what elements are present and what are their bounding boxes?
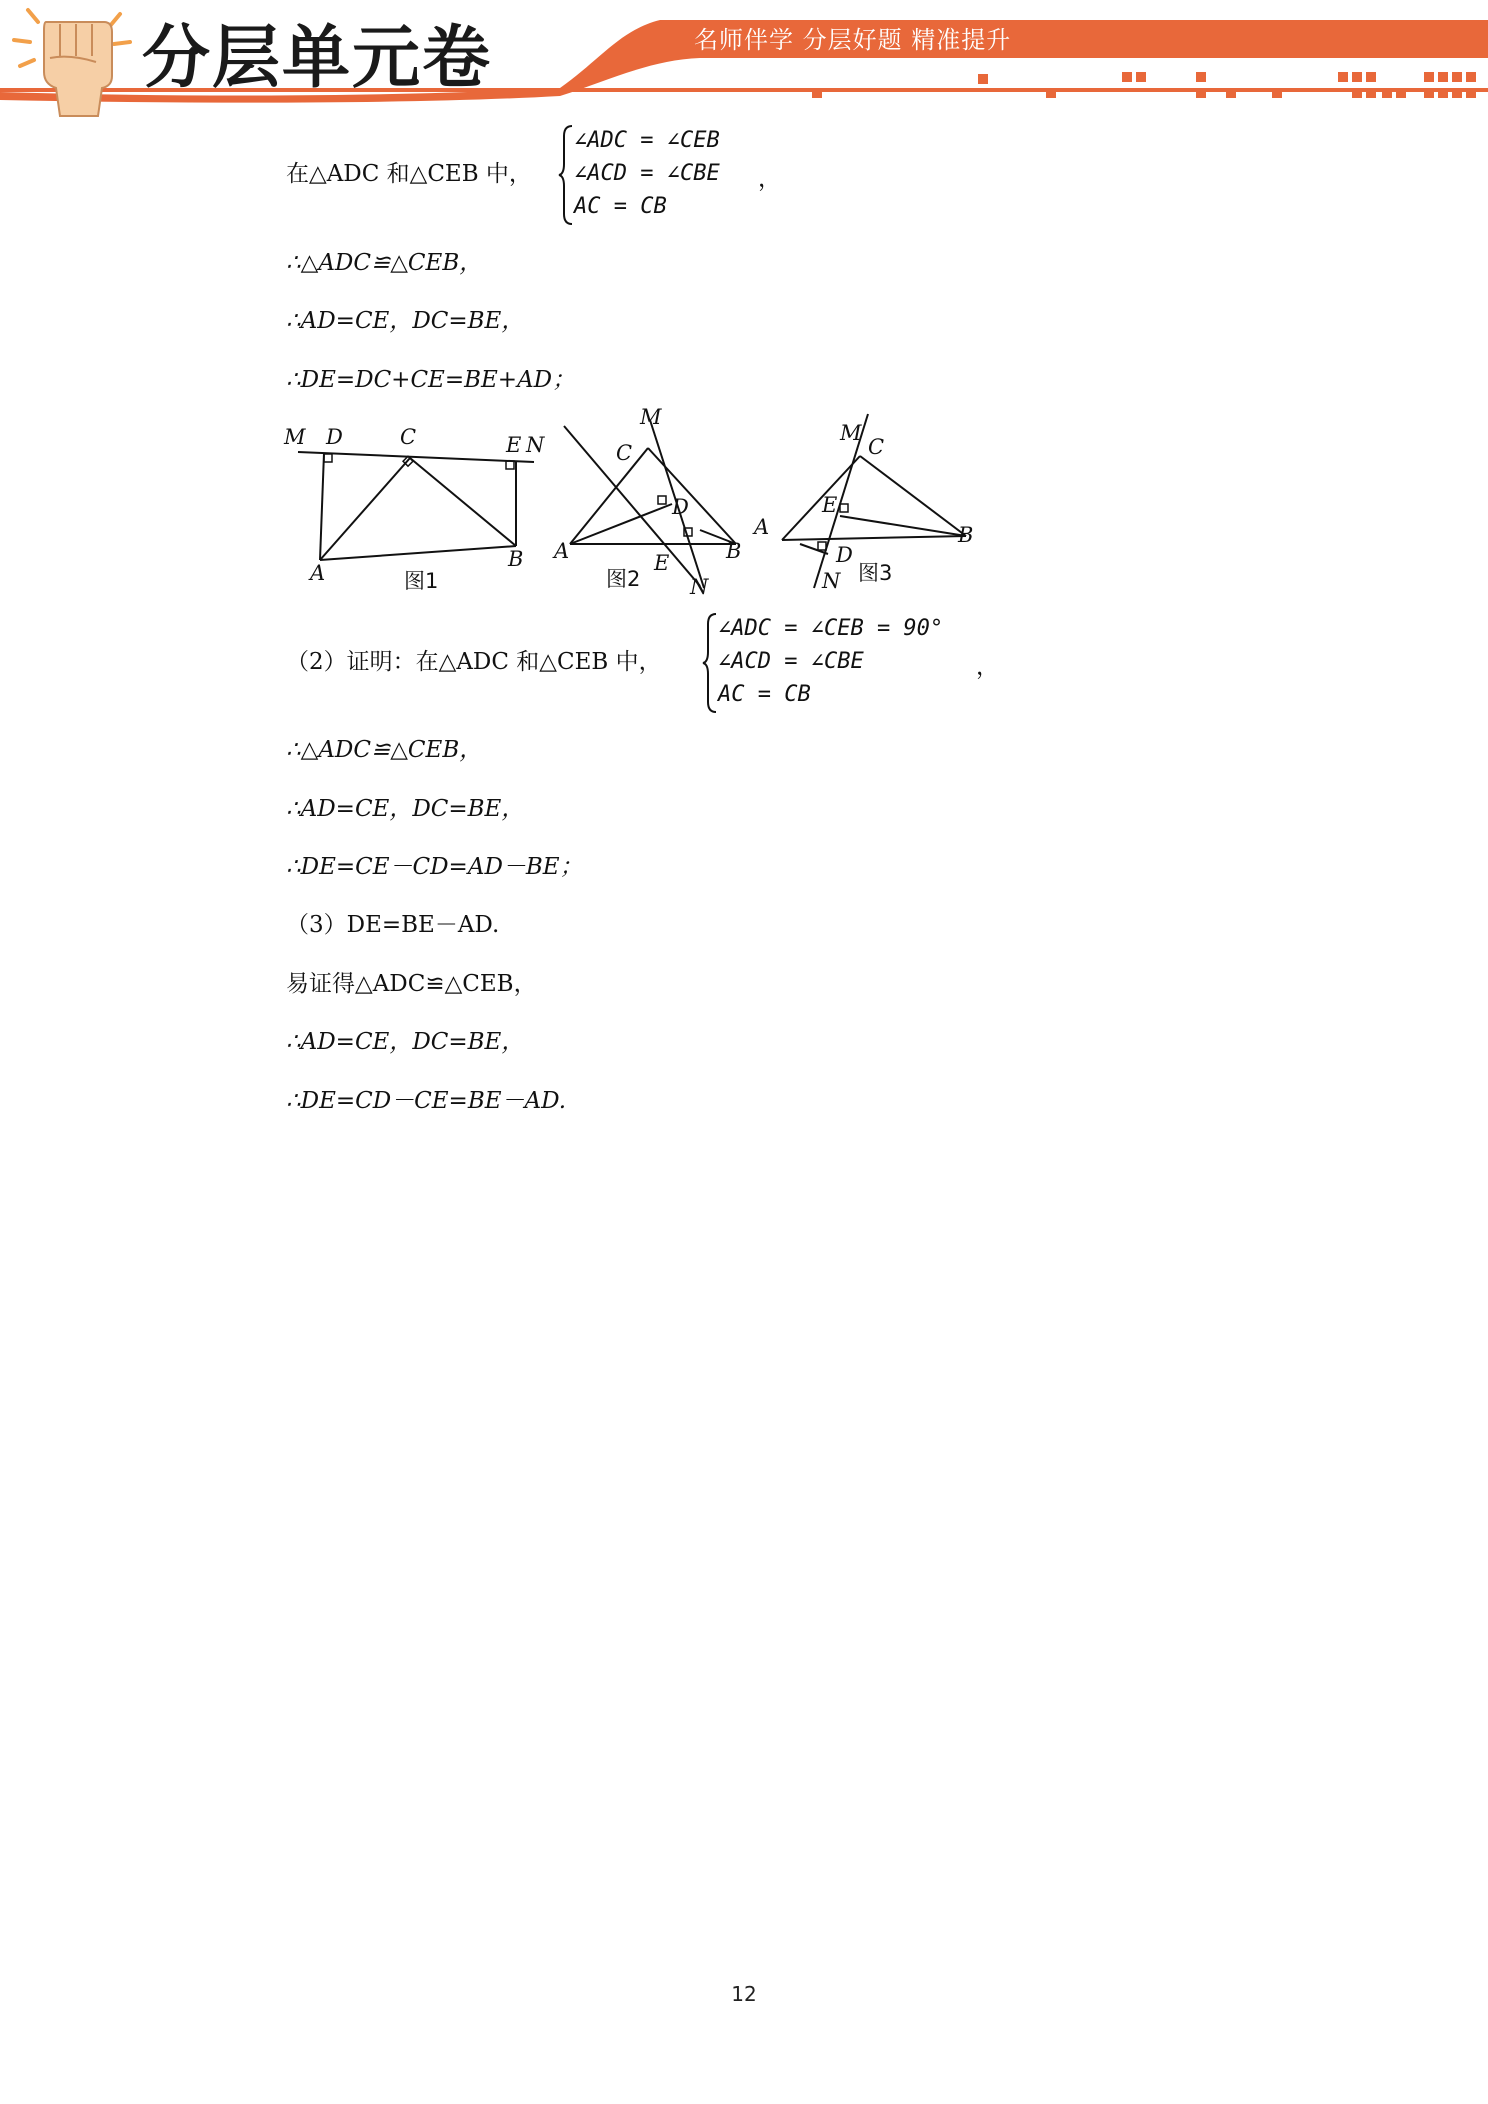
geometry-figures bbox=[280, 404, 1000, 604]
fig2-label-C: C bbox=[616, 441, 633, 465]
part1-line-1: ∴△ADC≌△CEB， bbox=[286, 250, 483, 276]
fig2-caption: 图2 bbox=[606, 567, 641, 591]
fig1-label-D: D bbox=[326, 425, 343, 449]
page-number: 12 bbox=[731, 1982, 757, 2006]
part1-line-2: ∴AD=CE，DC=BE， bbox=[286, 308, 525, 334]
part1-intro: 在△ADC 和△CEB 中， bbox=[286, 161, 532, 187]
fig2-label-B: B bbox=[726, 539, 742, 563]
figure-2 bbox=[552, 405, 741, 599]
fig3-label-M: M bbox=[840, 421, 862, 445]
part1-equation-2: ∠ACD = ∠CBE bbox=[574, 161, 720, 186]
part1-equation-system bbox=[558, 124, 878, 226]
fig1-caption: 图1 bbox=[404, 569, 439, 593]
fig3-label-D: D bbox=[836, 543, 853, 567]
fig3-label-A: A bbox=[754, 515, 770, 539]
part3-line-4: ∴DE=CD－CE=BE－AD. bbox=[286, 1088, 567, 1114]
header-slogan: 名师伴学 分层好题 精准提升 bbox=[694, 26, 1012, 54]
part2-line-3: ∴DE=CE－CD=AD－BE； bbox=[286, 854, 583, 880]
part3-line-1: （3）DE=BE－AD. bbox=[286, 912, 500, 938]
fig3-caption: 图3 bbox=[858, 561, 893, 585]
part2-line-2: ∴AD=CE，DC=BE， bbox=[286, 796, 525, 822]
part1-system-comma: ， bbox=[758, 166, 781, 192]
fig1-label-C: C bbox=[400, 425, 417, 449]
fig3-label-B: B bbox=[958, 523, 974, 547]
figures-area bbox=[280, 404, 1000, 608]
page-header bbox=[0, 0, 1488, 120]
part2-equation-system bbox=[702, 612, 1062, 714]
fig3-label-C: C bbox=[868, 435, 885, 459]
brand-title: 分层单元卷 bbox=[142, 19, 493, 98]
fig1-label-N: N bbox=[526, 433, 545, 457]
left-brace-icon bbox=[558, 124, 574, 226]
part3-line-3: ∴AD=CE，DC=BE， bbox=[286, 1029, 525, 1055]
fig2-label-D: D bbox=[672, 495, 689, 519]
part1-equation-1: ∠ADC = ∠CEB bbox=[574, 128, 720, 153]
left-brace-icon bbox=[702, 612, 718, 714]
part3-line-2: 易证得△ADC≌△CEB， bbox=[286, 971, 537, 997]
part2-equation-3: AC = CB bbox=[718, 682, 811, 707]
fig1-label-E: E bbox=[506, 433, 522, 457]
part2-system-comma: ， bbox=[976, 654, 999, 680]
header-decorative-squares bbox=[812, 72, 1476, 98]
part2-intro: （2）证明：在△ADC 和△CEB 中， bbox=[286, 649, 662, 675]
part2-equation-2: ∠ACD = ∠CBE bbox=[718, 649, 864, 674]
figure-3 bbox=[752, 414, 973, 593]
figure-1 bbox=[283, 425, 545, 593]
part2-equation-1: ∠ADC = ∠CEB = 90° bbox=[718, 616, 944, 641]
fig1-label-B: B bbox=[508, 547, 524, 571]
fig3-label-N: N bbox=[822, 569, 841, 593]
fig1-label-A: A bbox=[310, 561, 326, 585]
fig2-label-A: A bbox=[554, 539, 570, 563]
fig2-label-N: N bbox=[690, 575, 709, 599]
part1-equation-3: AC = CB bbox=[574, 194, 667, 219]
fig3-label-E: E bbox=[822, 493, 838, 517]
part1-line-3: ∴DE=DC+CE=BE+AD； bbox=[286, 367, 576, 393]
part2-line-1: ∴△ADC≌△CEB， bbox=[286, 737, 483, 763]
fig2-label-E: E bbox=[654, 551, 670, 575]
fig2-label-M: M bbox=[640, 405, 662, 429]
fig1-label-M: M bbox=[284, 425, 306, 449]
